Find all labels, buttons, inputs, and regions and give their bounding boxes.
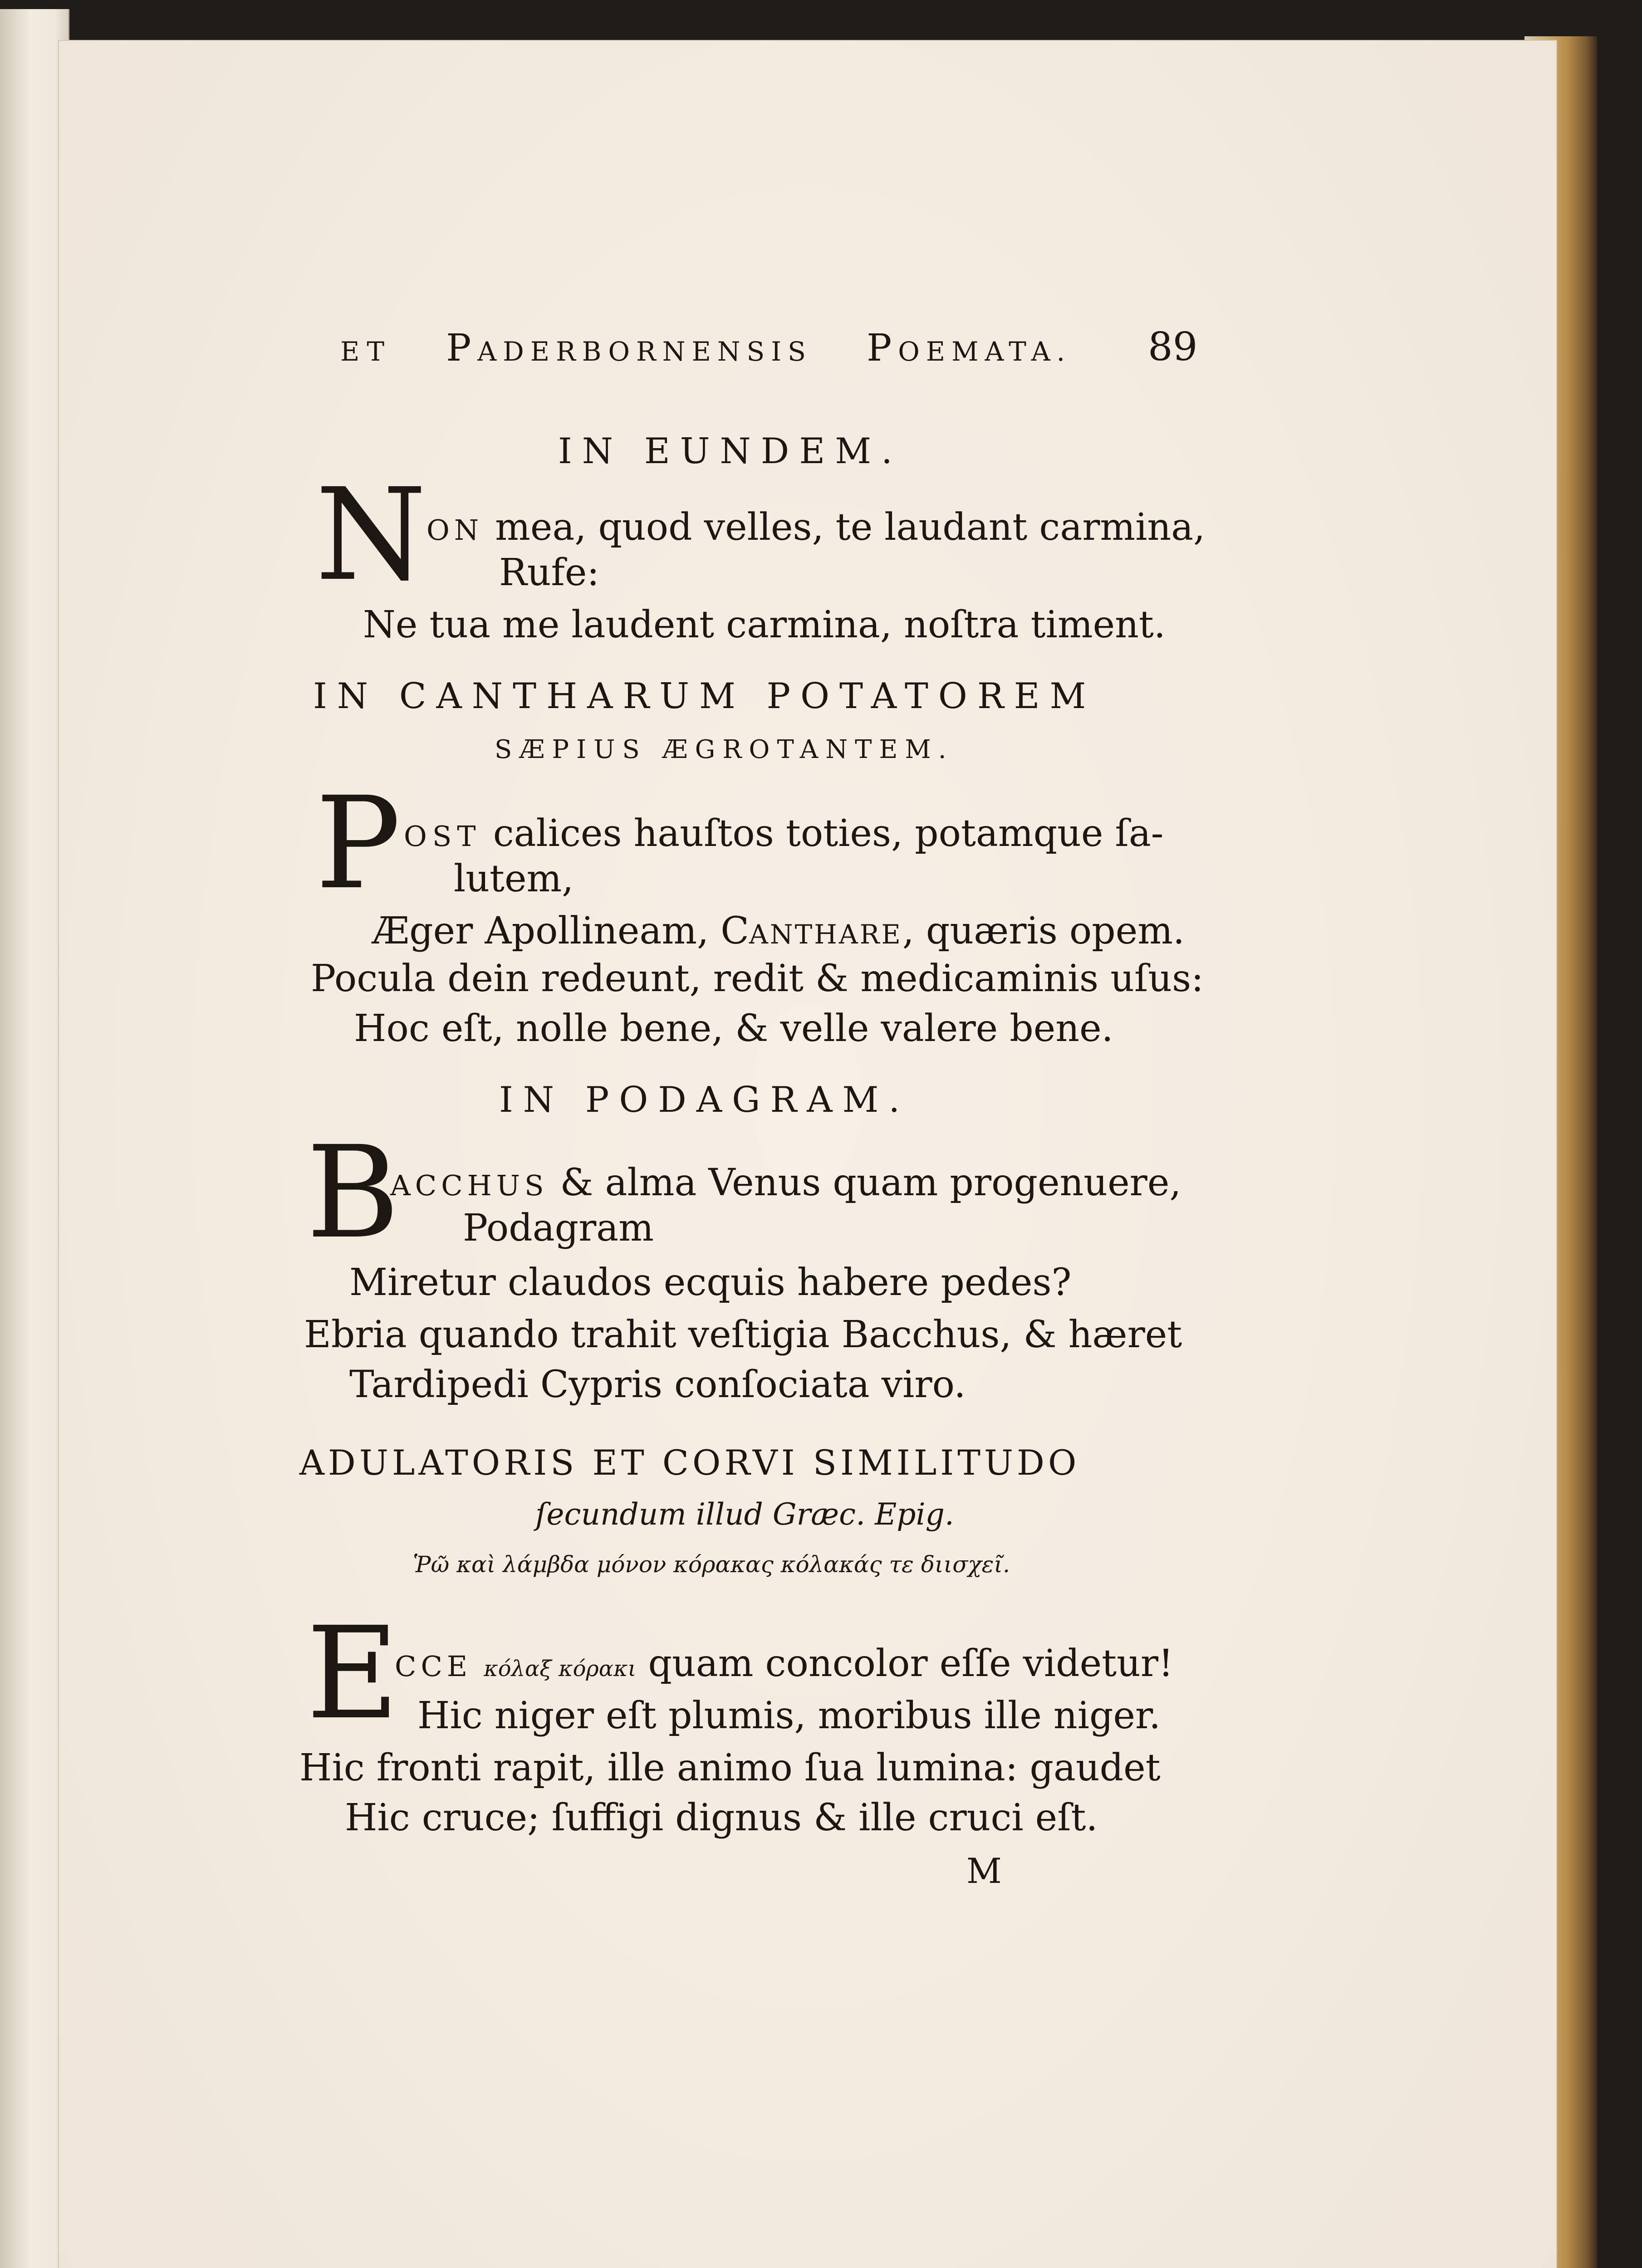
poem2-line-5: Hoc eſt, nolle bene, & velle valere bene.: [354, 1007, 1113, 1050]
poem3-title: IN PODAGRAM.: [499, 1080, 910, 1120]
poem2-drop-cap: P: [315, 770, 401, 918]
poem4-title: ADULATORIS ET CORVI SIMILITUDO: [299, 1442, 1080, 1483]
poem2-subtitle: SÆPIUS ÆGROTANTEM.: [495, 735, 954, 764]
poem1-line-2: Rufe:: [499, 551, 600, 594]
poem2-line-3a: Æger Apollineam,: [372, 909, 721, 953]
poem2-name-initial: C: [721, 909, 749, 953]
poem4-caps-start: CCE: [395, 1650, 472, 1683]
poem1-title: IN EUNDEM.: [558, 431, 902, 472]
book-page: [59, 41, 1556, 2268]
poem1-caps-start: ON: [426, 513, 484, 547]
poem1-line-1: [426, 506, 1205, 549]
poem2-name-rest: ANTHARE: [749, 919, 902, 950]
catchword: M: [966, 1851, 1002, 1891]
poem4-subtitle: ſecundum illud Græc. Epig.: [535, 1497, 954, 1532]
poem2-line-3b: , quæris opem.: [902, 909, 1185, 953]
poem3-line-1: [390, 1161, 1181, 1204]
poem4-greek-words: κόλαξ κόρακι: [484, 1656, 637, 1681]
poem2-line-3: [372, 909, 1185, 953]
poem2-line-2: lutem,: [454, 857, 574, 900]
running-head: [340, 327, 1071, 370]
poem4-greek-line: Ῥῶ καὶ λάμβδα μόνον κόρακας κόλακάς τε διισχεῖ.: [413, 1551, 1010, 1578]
poem2-line-1-text: calices hauſtos toties, potamque ſa-: [493, 812, 1164, 855]
poem3-drop-cap: B: [306, 1119, 400, 1267]
running-head-word-a: ADERBORNENSIS: [477, 336, 812, 367]
poem1-drop-cap: N: [315, 461, 426, 609]
poem3-line-3: Miretur claudos ecquis habere pedes?: [349, 1261, 1072, 1304]
poem3-line-5: Tardipedi Cypris conſociata viro.: [349, 1363, 966, 1406]
poem4-line-1-text: quam concolor eſſe videtur!: [648, 1642, 1174, 1685]
poem4-line-3: Hic fronti rapit, ille animo ſua lumina: gaudet: [299, 1746, 1161, 1789]
running-head-initial-b: P: [867, 327, 898, 370]
poem3-line-2: Podagram: [463, 1207, 654, 1250]
running-head-initial-a: P: [446, 327, 478, 370]
page-number: 89: [1148, 324, 1198, 370]
poem4-drop-cap: E: [306, 1600, 399, 1748]
poem4-line-2: Hic niger eſt plumis, moribus ille niger.: [417, 1694, 1161, 1737]
poem3-line-4: Ebria quando trahit veſtigia Bacchus, & hæret: [304, 1313, 1182, 1356]
poem1-line-1-text: mea, quod velles, te laudant carmina,: [495, 506, 1206, 549]
poem4-line-4: Hic cruce; ſuffigi dignus & ille cruci eſt.: [345, 1796, 1098, 1839]
poem2-caps-start: OST: [404, 820, 481, 853]
poem2-line-1: [404, 812, 1163, 855]
poem4-line-1: [395, 1642, 1173, 1685]
poem2-line-4: Pocula dein redeunt, redit & medicaminis uſus:: [311, 957, 1204, 1000]
poem3-line-1-text: & alma Venus quam progenuere,: [560, 1161, 1181, 1204]
poem2-title: IN CANTHARUM POTATOREM: [313, 676, 1096, 717]
running-head-prefix: ET: [340, 336, 392, 367]
poem3-caps-start: ACCHUS: [390, 1169, 549, 1202]
poem1-line-3: Ne tua me laudent carmina, noſtra timent.: [363, 603, 1166, 646]
running-head-word-b: OEMATA.: [898, 336, 1072, 367]
